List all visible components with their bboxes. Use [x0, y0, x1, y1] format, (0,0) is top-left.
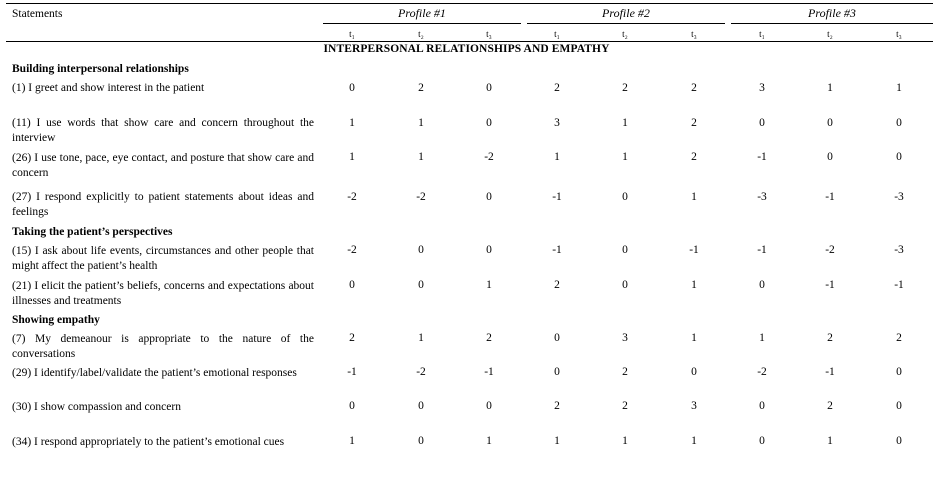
value-cell: 2: [691, 82, 697, 94]
header-bottom-rule: [6, 41, 933, 42]
time-label: t₃: [691, 29, 697, 39]
value-cell: 0: [622, 244, 628, 256]
time-label: t₂: [827, 29, 833, 39]
time-label: t₂: [418, 29, 424, 39]
value-cell: 0: [896, 435, 902, 447]
value-cell: 0: [486, 400, 492, 412]
value-cell: 2: [622, 82, 628, 94]
value-cell: 1: [349, 151, 355, 163]
value-cell: -3: [757, 191, 767, 203]
value-cell: 0: [896, 117, 902, 129]
value-cell: -1: [757, 151, 767, 163]
statements-header: Statements: [12, 8, 63, 20]
value-cell: 0: [622, 191, 628, 203]
value-cell: -2: [347, 191, 357, 203]
value-cell: 0: [622, 279, 628, 291]
value-cell: -1: [689, 244, 699, 256]
value-cell: 2: [418, 82, 424, 94]
value-cell: 2: [554, 400, 560, 412]
value-cell: 1: [691, 279, 697, 291]
value-cell: 1: [418, 151, 424, 163]
value-cell: 2: [349, 332, 355, 344]
value-cell: 1: [486, 279, 492, 291]
profile-1-rule: [323, 23, 521, 24]
value-cell: 0: [418, 244, 424, 256]
value-cell: 0: [759, 279, 765, 291]
value-cell: 1: [827, 82, 833, 94]
value-cell: 1: [349, 117, 355, 129]
value-cell: -1: [825, 191, 835, 203]
value-cell: 2: [554, 82, 560, 94]
value-cell: 0: [418, 279, 424, 291]
value-cell: -3: [894, 244, 904, 256]
value-cell: -2: [416, 191, 426, 203]
value-cell: 0: [418, 400, 424, 412]
value-cell: 1: [759, 332, 765, 344]
value-cell: 3: [691, 400, 697, 412]
profile-3-rule: [731, 23, 933, 24]
value-cell: 0: [486, 244, 492, 256]
time-label: t₂: [622, 29, 628, 39]
value-cell: 0: [349, 400, 355, 412]
value-cell: 2: [827, 332, 833, 344]
value-cell: 2: [691, 151, 697, 163]
statement-text: (26) I use tone, pace, eye contact, and posture that show care and concern: [12, 152, 314, 179]
statement-text: (7) My demeanour is appropriate to the nature of the conversations: [12, 333, 314, 360]
profile-2-header: Profile #2: [602, 6, 650, 20]
value-cell: 0: [486, 82, 492, 94]
value-cell: -2: [416, 366, 426, 378]
time-label: t₃: [486, 29, 492, 39]
statement-text: (15) I ask about life events, circumstances and other people that might affect the patient’s health: [12, 245, 314, 272]
value-cell: -1: [347, 366, 357, 378]
value-cell: 0: [759, 400, 765, 412]
statement-text: (30) I show compassion and concern: [12, 401, 181, 413]
statement-text: (21) I elicit the patient’s beliefs, concerns and expectations about illnesses and treatments: [12, 280, 314, 307]
section-title: INTERPERSONAL RELATIONSHIPS AND EMPATHY: [323, 43, 610, 55]
value-cell: 3: [554, 117, 560, 129]
statement-text: (27) I respond explicitly to patient statements about ideas and feelings: [12, 191, 314, 218]
value-cell: 1: [691, 191, 697, 203]
value-cell: 1: [827, 435, 833, 447]
value-cell: 0: [349, 279, 355, 291]
value-cell: -2: [484, 151, 494, 163]
value-cell: 0: [349, 82, 355, 94]
time-label: t₁: [554, 29, 560, 39]
value-cell: 0: [896, 151, 902, 163]
value-cell: 2: [896, 332, 902, 344]
profile-3-header: Profile #3: [808, 6, 856, 20]
value-cell: 0: [827, 151, 833, 163]
value-cell: 2: [691, 117, 697, 129]
group-title: Showing empathy: [12, 314, 100, 326]
value-cell: 2: [827, 400, 833, 412]
value-cell: 3: [622, 332, 628, 344]
time-label: t₁: [349, 29, 355, 39]
value-cell: 0: [759, 435, 765, 447]
group-title: Taking the patient’s perspectives: [12, 226, 173, 238]
value-cell: 0: [486, 117, 492, 129]
value-cell: 1: [896, 82, 902, 94]
profile-2-rule: [527, 23, 725, 24]
value-cell: 1: [622, 117, 628, 129]
value-cell: 0: [691, 366, 697, 378]
statement-text: (29) I identify/label/validate the patient’s emotional responses: [12, 367, 297, 379]
value-cell: 1: [554, 435, 560, 447]
value-cell: 2: [554, 279, 560, 291]
value-cell: 1: [622, 435, 628, 447]
value-cell: 2: [622, 366, 628, 378]
time-label: t₃: [896, 29, 902, 39]
value-cell: -1: [825, 279, 835, 291]
value-cell: 0: [896, 400, 902, 412]
time-label: t₁: [759, 29, 765, 39]
value-cell: -1: [757, 244, 767, 256]
value-cell: -1: [552, 191, 562, 203]
value-cell: 1: [418, 117, 424, 129]
value-cell: 0: [418, 435, 424, 447]
value-cell: -1: [552, 244, 562, 256]
value-cell: 1: [622, 151, 628, 163]
value-cell: 1: [554, 151, 560, 163]
statement-text: (11) I use words that show care and concern throughout the interview: [12, 117, 314, 144]
value-cell: 2: [486, 332, 492, 344]
value-cell: 1: [691, 332, 697, 344]
value-cell: 1: [349, 435, 355, 447]
value-cell: -1: [894, 279, 904, 291]
value-cell: 2: [622, 400, 628, 412]
value-cell: 3: [759, 82, 765, 94]
statement-text: (34) I respond appropriately to the patient’s emotional cues: [12, 436, 285, 448]
value-cell: -2: [825, 244, 835, 256]
value-cell: 0: [554, 332, 560, 344]
value-cell: 0: [554, 366, 560, 378]
value-cell: 0: [759, 117, 765, 129]
value-cell: 1: [418, 332, 424, 344]
value-cell: -2: [347, 244, 357, 256]
value-cell: 1: [486, 435, 492, 447]
top-rule: [6, 3, 933, 4]
value-cell: 0: [896, 366, 902, 378]
value-cell: 0: [827, 117, 833, 129]
profile-1-header: Profile #1: [398, 6, 446, 20]
value-cell: 0: [486, 191, 492, 203]
group-title: Building interpersonal relationships: [12, 63, 189, 75]
statement-text: (1) I greet and show interest in the patient: [12, 82, 205, 94]
value-cell: -1: [484, 366, 494, 378]
value-cell: -3: [894, 191, 904, 203]
value-cell: -1: [825, 366, 835, 378]
value-cell: -2: [757, 366, 767, 378]
value-cell: 1: [691, 435, 697, 447]
